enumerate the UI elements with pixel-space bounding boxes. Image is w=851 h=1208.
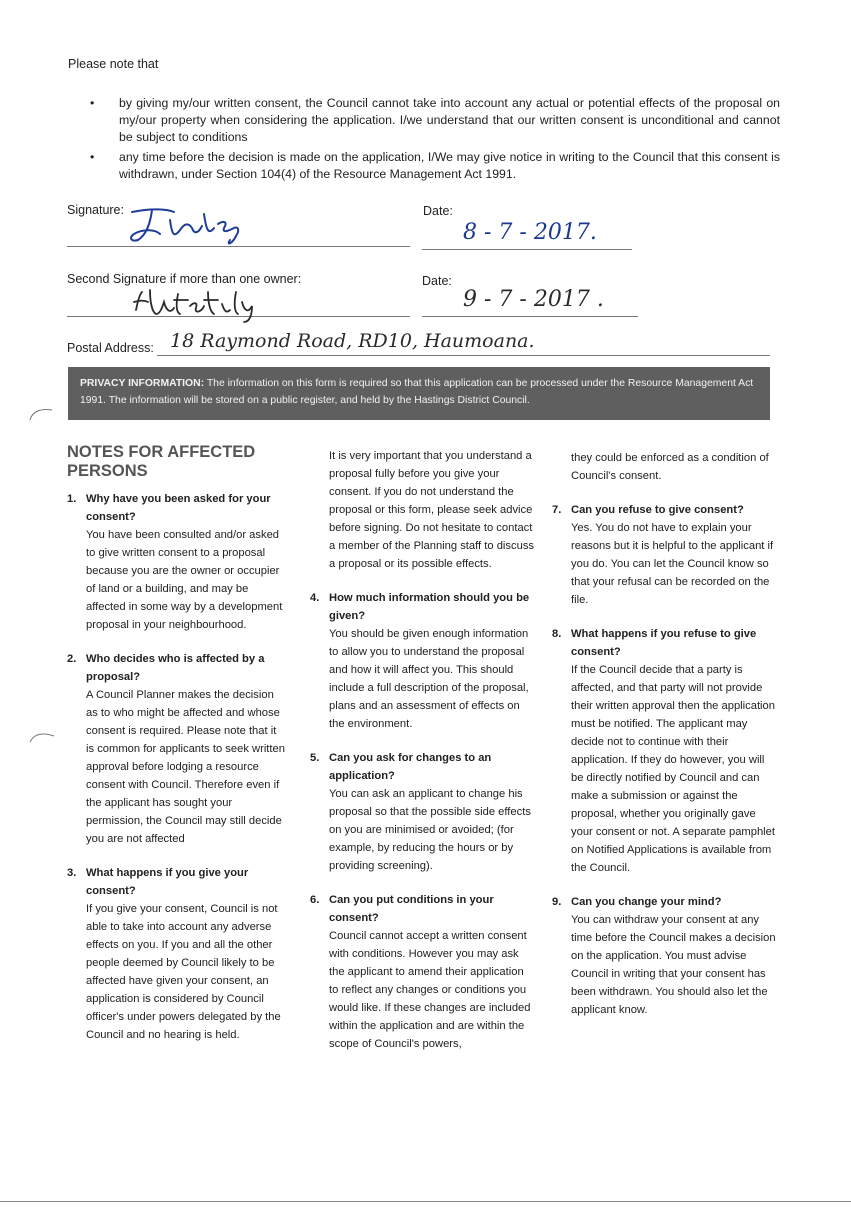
date-line[interactable]	[422, 249, 632, 250]
question-8	[552, 625, 772, 661]
date-line-2[interactable]	[422, 316, 638, 317]
consent-condition-item	[90, 95, 780, 146]
question-7	[552, 501, 772, 519]
answer-3: If you give your consent, Council is not able to take into account any adverse effects on you. If you and all the other people deemed by Council likely to be affected have given your consent, an application is considered by Council officer's under powers delegated by the Council and no hearing is held.	[86, 903, 281, 1041]
bullet-icon: •	[90, 150, 95, 164]
handwritten-signature-2	[130, 284, 280, 324]
question-number: 6.	[310, 894, 320, 906]
postal-address-label: Postal Address:	[67, 341, 154, 355]
postal-address-line[interactable]	[157, 355, 770, 356]
question-text: What happens if you give your consent?	[86, 867, 249, 897]
answer-6-continued: they could be enforced as a condition of Council's consent.	[571, 452, 769, 482]
question-text: Can you ask for changes to an application?	[329, 752, 492, 782]
question-text: How much information should you be given?	[329, 592, 530, 622]
question-5	[310, 749, 530, 785]
privacy-text: The information on this form is required so that this application can be processed under the Resource Management Act 1991. The information will be stored on a public register, and held by the Hastings District Council.	[80, 378, 754, 406]
question-3	[67, 864, 287, 900]
question-text: Who decides who is affected by a proposal?	[86, 653, 265, 683]
question-text: What happens if you refuse to give consent?	[571, 628, 757, 658]
answer-2: A Council Planner makes the decision as to who might be affected and whose consent is required. Please note that it is common for applicants to seek written approval before lodging a resource consent with Council. Therefore even if the applicant has sought your permission, the Council may still decide you are not affected	[86, 689, 285, 845]
date-1-value: 8 - 7 - 2017.	[463, 220, 597, 245]
privacy-heading: PRIVACY INFORMATION:	[80, 378, 205, 389]
question-6	[310, 891, 530, 927]
consent-conditions-list	[90, 95, 780, 186]
question-text: Can you change your mind?	[571, 896, 722, 908]
answer-1: You have been consulted and/or asked to give written consent to a proposal because you are the owner or occupier of land or a building, and may be affected in some way by a development proposal in your neighbourhood.	[86, 529, 283, 631]
condition-text: any time before the decision is made on the application, I/We may give notice in writing to the Council that this consent is withdrawn, under Section 104(4) of the Resource Management Act 1991.	[119, 150, 780, 181]
page-edge-line	[0, 1201, 851, 1202]
notes-column-1	[67, 490, 287, 1044]
question-9	[552, 893, 772, 911]
date-label: Date:	[423, 204, 453, 218]
answer-9: You can withdraw your consent at any time before the Council makes a decision on the application. You must advise Council in writing that your consent has been withdrawn. You should also let the applicant know.	[571, 914, 776, 1016]
answer-7: Yes. You do not have to explain your reasons but it is helpful to the applicant if you do. You can let the Council know so that your refusal can be recorded on the file.	[571, 522, 774, 606]
question-1	[67, 490, 287, 526]
notes-title-line-1: NOTES FOR AFFECTED	[67, 443, 256, 461]
notes-column-2	[310, 447, 535, 1053]
notes-title	[67, 443, 255, 481]
question-number: 9.	[552, 896, 562, 908]
answer-8: If the Council decide that a party is affected, and that party will not provide their written approval then the application must be notified. The applicant may decide not to continue with their application. If they do however, you will be directly notified by Council and can make a submission or against the proposal, whether you originally gave your consent or not. A separate pamphlet on Notified Applications is available from the Council.	[571, 664, 775, 874]
question-number: 2.	[67, 653, 77, 665]
privacy-information-box	[68, 367, 770, 420]
question-number: 4.	[310, 592, 320, 604]
question-text: Can you put conditions in your consent?	[329, 894, 494, 924]
date-label-2: Date:	[422, 274, 452, 288]
consent-condition-item	[90, 149, 780, 183]
answer-4: You should be given enough information to allow you to understand the proposal and how it will affect you. This should include a full description of the proposal, plans and an assessment of effects on the environment.	[329, 628, 529, 730]
please-note-heading: Please note that	[68, 57, 159, 71]
answer-5: You can ask an applicant to change his proposal so that the possible side effects on you are minimised or avoided; (for example, by reducing the hours or by providing screening).	[329, 788, 531, 872]
question-text: Can you refuse to give consent?	[571, 504, 744, 516]
question-number: 8.	[552, 628, 562, 640]
question-number: 7.	[552, 504, 562, 516]
condition-text: by giving my/our written consent, the Council cannot take into account any actual or potential effects of the proposal on my/our property when considering the application. I/we understand that our written consent is unconditional and cannot be subject to conditions	[119, 96, 780, 144]
question-text: Why have you been asked for your consent?	[86, 493, 271, 523]
notes-title-line-2: PERSONS	[67, 462, 148, 480]
handwritten-signature-1	[122, 200, 252, 250]
notes-column-3	[552, 449, 776, 1019]
signature-label: Signature:	[67, 203, 124, 217]
question-number: 5.	[310, 752, 320, 764]
postal-address-value: 18 Raymond Road, RD10, Haumoana.	[170, 330, 535, 352]
bullet-icon: •	[90, 96, 95, 110]
answer-3-continued: It is very important that you understand a proposal fully before you give your consent. If you do not understand the proposal or this form, please seek advice before signing. Do not hesitate to contact a member of the Planning staff to discuss a proposal or its possible effects.	[329, 450, 535, 570]
question-number: 3.	[67, 867, 77, 879]
date-2-value: 9 - 7 - 2017 .	[463, 287, 604, 312]
punch-hole-mark	[28, 728, 58, 746]
answer-6: Council cannot accept a written consent with conditions. However you may ask the applicant to amend their application to reflect any changes or conditions you would like. If these changes are included within the application and are within the scope of Council's powers,	[329, 930, 531, 1050]
question-2	[67, 650, 287, 686]
second-signature-label: Second Signature if more than one owner:	[67, 272, 302, 286]
question-4	[310, 589, 530, 625]
punch-hole-mark	[28, 404, 58, 422]
question-number: 1.	[67, 493, 77, 505]
